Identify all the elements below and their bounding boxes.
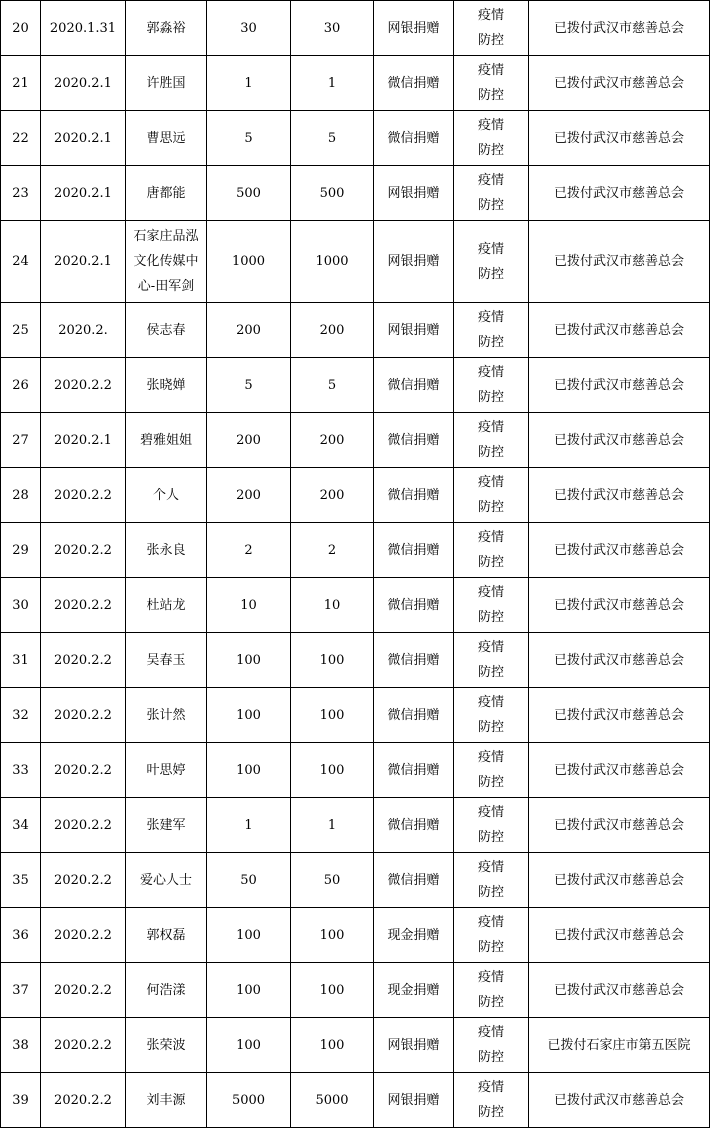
allocation-status-cell: 已拨付武汉市慈善总会 — [529, 358, 710, 413]
donation-date-cell: 2020.2.2 — [41, 798, 126, 853]
donation-method-cell: 微信捐赠 — [374, 468, 454, 523]
donation-amount-cell: 2 — [207, 523, 291, 578]
donation-purpose-cell: 疫情 防控 — [454, 743, 529, 798]
table-row — [1, 468, 710, 523]
donation-method-cell: 现金捐赠 — [374, 908, 454, 963]
received-amount-cell: 1000 — [291, 221, 374, 303]
allocation-status-cell: 已拨付武汉市慈善总会 — [529, 1073, 710, 1128]
donation-method-cell: 微信捐赠 — [374, 413, 454, 468]
table-row — [1, 221, 710, 303]
donation-purpose-cell: 疫情 防控 — [454, 468, 529, 523]
donation-purpose-cell: 疫情 防控 — [454, 523, 529, 578]
donation-amount-cell: 30 — [207, 1, 291, 56]
table-row — [1, 1, 710, 56]
table-row — [1, 853, 710, 908]
donation-amount-cell: 200 — [207, 413, 291, 468]
donation-amount-cell: 100 — [207, 1018, 291, 1073]
donation-purpose-cell: 疫情 防控 — [454, 303, 529, 358]
allocation-status-cell: 已拨付武汉市慈善总会 — [529, 1, 710, 56]
donation-purpose-cell: 疫情 防控 — [454, 963, 529, 1018]
donor-name-cell: 叶思婷 — [126, 743, 207, 798]
donation-method-cell: 微信捐赠 — [374, 633, 454, 688]
row-number-cell: 23 — [1, 166, 41, 221]
allocation-status-cell: 已拨付武汉市慈善总会 — [529, 468, 710, 523]
donor-name-cell: 杜站龙 — [126, 578, 207, 633]
allocation-status-cell: 已拨付武汉市慈善总会 — [529, 633, 710, 688]
received-amount-cell: 100 — [291, 743, 374, 798]
allocation-status-cell: 已拨付武汉市慈善总会 — [529, 853, 710, 908]
donation-date-cell: 2020.1.31 — [41, 1, 126, 56]
row-number-cell: 22 — [1, 111, 41, 166]
table-row — [1, 688, 710, 743]
donation-method-cell: 微信捐赠 — [374, 111, 454, 166]
received-amount-cell: 200 — [291, 468, 374, 523]
donor-name-cell: 何浩漾 — [126, 963, 207, 1018]
row-number-cell: 31 — [1, 633, 41, 688]
donation-purpose-cell: 疫情 防控 — [454, 56, 529, 111]
donation-date-cell: 2020.2.2 — [41, 1073, 126, 1128]
donation-method-cell: 微信捐赠 — [374, 578, 454, 633]
row-number-cell: 29 — [1, 523, 41, 578]
donation-date-cell: 2020.2.2 — [41, 743, 126, 798]
donation-purpose-cell: 疫情 防控 — [454, 166, 529, 221]
donation-date-cell: 2020.2.2 — [41, 963, 126, 1018]
donor-name-cell: 爱心人士 — [126, 853, 207, 908]
donor-name-cell: 石家庄品泓文化传媒中心-田军剑 — [126, 221, 207, 303]
donation-purpose-cell: 疫情 防控 — [454, 1018, 529, 1073]
donation-amount-cell: 200 — [207, 303, 291, 358]
received-amount-cell: 100 — [291, 1018, 374, 1073]
received-amount-cell: 1 — [291, 56, 374, 111]
row-number-cell: 21 — [1, 56, 41, 111]
table-row — [1, 798, 710, 853]
donation-method-cell: 微信捐赠 — [374, 743, 454, 798]
donation-amount-cell: 5000 — [207, 1073, 291, 1128]
donation-amount-cell: 500 — [207, 166, 291, 221]
row-number-cell: 24 — [1, 221, 41, 303]
row-number-cell: 25 — [1, 303, 41, 358]
row-number-cell: 20 — [1, 1, 41, 56]
donor-name-cell: 许胜国 — [126, 56, 207, 111]
donation-purpose-cell: 疫情 防控 — [454, 688, 529, 743]
donation-method-cell: 现金捐赠 — [374, 963, 454, 1018]
allocation-status-cell: 已拨付武汉市慈善总会 — [529, 111, 710, 166]
donation-amount-cell: 5 — [207, 358, 291, 413]
received-amount-cell: 5 — [291, 358, 374, 413]
table-row — [1, 908, 710, 963]
table-row — [1, 358, 710, 413]
received-amount-cell: 30 — [291, 1, 374, 56]
donation-method-cell: 微信捐赠 — [374, 853, 454, 908]
donation-amount-cell: 100 — [207, 963, 291, 1018]
donation-purpose-cell: 疫情 防控 — [454, 578, 529, 633]
donation-purpose-cell: 疫情 防控 — [454, 111, 529, 166]
donation-amount-cell: 100 — [207, 743, 291, 798]
donation-date-cell: 2020.2.1 — [41, 221, 126, 303]
received-amount-cell: 500 — [291, 166, 374, 221]
row-number-cell: 32 — [1, 688, 41, 743]
donation-method-cell: 网银捐赠 — [374, 303, 454, 358]
table-row — [1, 1073, 710, 1128]
table-row — [1, 523, 710, 578]
donation-method-cell: 网银捐赠 — [374, 221, 454, 303]
allocation-status-cell: 已拨付武汉市慈善总会 — [529, 963, 710, 1018]
received-amount-cell: 200 — [291, 413, 374, 468]
table-body — [1, 1, 710, 1128]
donation-method-cell: 微信捐赠 — [374, 798, 454, 853]
donation-amount-cell: 1000 — [207, 221, 291, 303]
donation-date-cell: 2020.2.2 — [41, 853, 126, 908]
donation-amount-cell: 100 — [207, 688, 291, 743]
donation-amount-cell: 1 — [207, 798, 291, 853]
donation-purpose-cell: 疫情 防控 — [454, 221, 529, 303]
donation-date-cell: 2020.2.2 — [41, 633, 126, 688]
received-amount-cell: 100 — [291, 688, 374, 743]
row-number-cell: 26 — [1, 358, 41, 413]
allocation-status-cell: 已拨付武汉市慈善总会 — [529, 303, 710, 358]
allocation-status-cell: 已拨付武汉市慈善总会 — [529, 743, 710, 798]
table-row — [1, 166, 710, 221]
donation-date-cell: 2020.2.1 — [41, 111, 126, 166]
donation-date-cell: 2020.2.2 — [41, 523, 126, 578]
allocation-status-cell: 已拨付武汉市慈善总会 — [529, 578, 710, 633]
donation-method-cell: 微信捐赠 — [374, 358, 454, 413]
donation-method-cell: 微信捐赠 — [374, 56, 454, 111]
row-number-cell: 30 — [1, 578, 41, 633]
allocation-status-cell: 已拨付石家庄市第五医院 — [529, 1018, 710, 1073]
donation-amount-cell: 200 — [207, 468, 291, 523]
received-amount-cell: 100 — [291, 908, 374, 963]
received-amount-cell: 5 — [291, 111, 374, 166]
row-number-cell: 28 — [1, 468, 41, 523]
donation-purpose-cell: 疫情 防控 — [454, 413, 529, 468]
donor-name-cell: 吴春玉 — [126, 633, 207, 688]
donor-name-cell: 曹思远 — [126, 111, 207, 166]
donor-name-cell: 张荣波 — [126, 1018, 207, 1073]
received-amount-cell: 100 — [291, 963, 374, 1018]
table-row — [1, 963, 710, 1018]
table-row — [1, 743, 710, 798]
table-row — [1, 633, 710, 688]
donation-amount-cell: 50 — [207, 853, 291, 908]
received-amount-cell: 2 — [291, 523, 374, 578]
donation-amount-cell: 5 — [207, 111, 291, 166]
donation-amount-cell: 10 — [207, 578, 291, 633]
donor-name-cell: 张晓婵 — [126, 358, 207, 413]
allocation-status-cell: 已拨付武汉市慈善总会 — [529, 166, 710, 221]
donation-method-cell: 微信捐赠 — [374, 688, 454, 743]
allocation-status-cell: 已拨付武汉市慈善总会 — [529, 908, 710, 963]
donor-name-cell: 碧雅姐姐 — [126, 413, 207, 468]
donation-date-cell: 2020.2. — [41, 303, 126, 358]
allocation-status-cell: 已拨付武汉市慈善总会 — [529, 221, 710, 303]
donation-date-cell: 2020.2.1 — [41, 56, 126, 111]
donor-name-cell: 张建军 — [126, 798, 207, 853]
received-amount-cell: 50 — [291, 853, 374, 908]
donation-date-cell: 2020.2.2 — [41, 578, 126, 633]
donation-date-cell: 2020.2.1 — [41, 166, 126, 221]
row-number-cell: 39 — [1, 1073, 41, 1128]
donation-date-cell: 2020.2.2 — [41, 1018, 126, 1073]
donation-date-cell: 2020.2.2 — [41, 908, 126, 963]
row-number-cell: 34 — [1, 798, 41, 853]
table-row — [1, 413, 710, 468]
donor-name-cell: 唐都能 — [126, 166, 207, 221]
donation-date-cell: 2020.2.1 — [41, 413, 126, 468]
donor-name-cell: 张计然 — [126, 688, 207, 743]
donation-method-cell: 网银捐赠 — [374, 1018, 454, 1073]
row-number-cell: 27 — [1, 413, 41, 468]
donation-purpose-cell: 疫情 防控 — [454, 1073, 529, 1128]
allocation-status-cell: 已拨付武汉市慈善总会 — [529, 413, 710, 468]
received-amount-cell: 1 — [291, 798, 374, 853]
received-amount-cell: 200 — [291, 303, 374, 358]
received-amount-cell: 5000 — [291, 1073, 374, 1128]
donation-method-cell: 微信捐赠 — [374, 523, 454, 578]
received-amount-cell: 10 — [291, 578, 374, 633]
table-row — [1, 56, 710, 111]
donation-purpose-cell: 疫情 防控 — [454, 358, 529, 413]
donation-date-cell: 2020.2.2 — [41, 688, 126, 743]
row-number-cell: 37 — [1, 963, 41, 1018]
donation-purpose-cell: 疫情 防控 — [454, 798, 529, 853]
donation-date-cell: 2020.2.2 — [41, 468, 126, 523]
allocation-status-cell: 已拨付武汉市慈善总会 — [529, 798, 710, 853]
row-number-cell: 35 — [1, 853, 41, 908]
donation-purpose-cell: 疫情 防控 — [454, 633, 529, 688]
allocation-status-cell: 已拨付武汉市慈善总会 — [529, 688, 710, 743]
donor-name-cell: 刘丰源 — [126, 1073, 207, 1128]
donation-date-cell: 2020.2.2 — [41, 358, 126, 413]
donation-purpose-cell: 疫情 防控 — [454, 908, 529, 963]
donation-method-cell: 网银捐赠 — [374, 166, 454, 221]
donor-name-cell: 张永良 — [126, 523, 207, 578]
allocation-status-cell: 已拨付武汉市慈善总会 — [529, 523, 710, 578]
donation-purpose-cell: 疫情 防控 — [454, 853, 529, 908]
donation-method-cell: 网银捐赠 — [374, 1073, 454, 1128]
allocation-status-cell: 已拨付武汉市慈善总会 — [529, 56, 710, 111]
received-amount-cell: 100 — [291, 633, 374, 688]
table-row — [1, 1018, 710, 1073]
donation-amount-cell: 100 — [207, 633, 291, 688]
table-row — [1, 111, 710, 166]
table-row — [1, 303, 710, 358]
row-number-cell: 33 — [1, 743, 41, 798]
donation-amount-cell: 1 — [207, 56, 291, 111]
table-row — [1, 578, 710, 633]
donor-name-cell: 郭权磊 — [126, 908, 207, 963]
donation-method-cell: 网银捐赠 — [374, 1, 454, 56]
row-number-cell: 36 — [1, 908, 41, 963]
donation-amount-cell: 100 — [207, 908, 291, 963]
row-number-cell: 38 — [1, 1018, 41, 1073]
donor-name-cell: 郭淼裕 — [126, 1, 207, 56]
donor-name-cell: 个人 — [126, 468, 207, 523]
donor-name-cell: 侯志春 — [126, 303, 207, 358]
donation-purpose-cell: 疫情 防控 — [454, 1, 529, 56]
